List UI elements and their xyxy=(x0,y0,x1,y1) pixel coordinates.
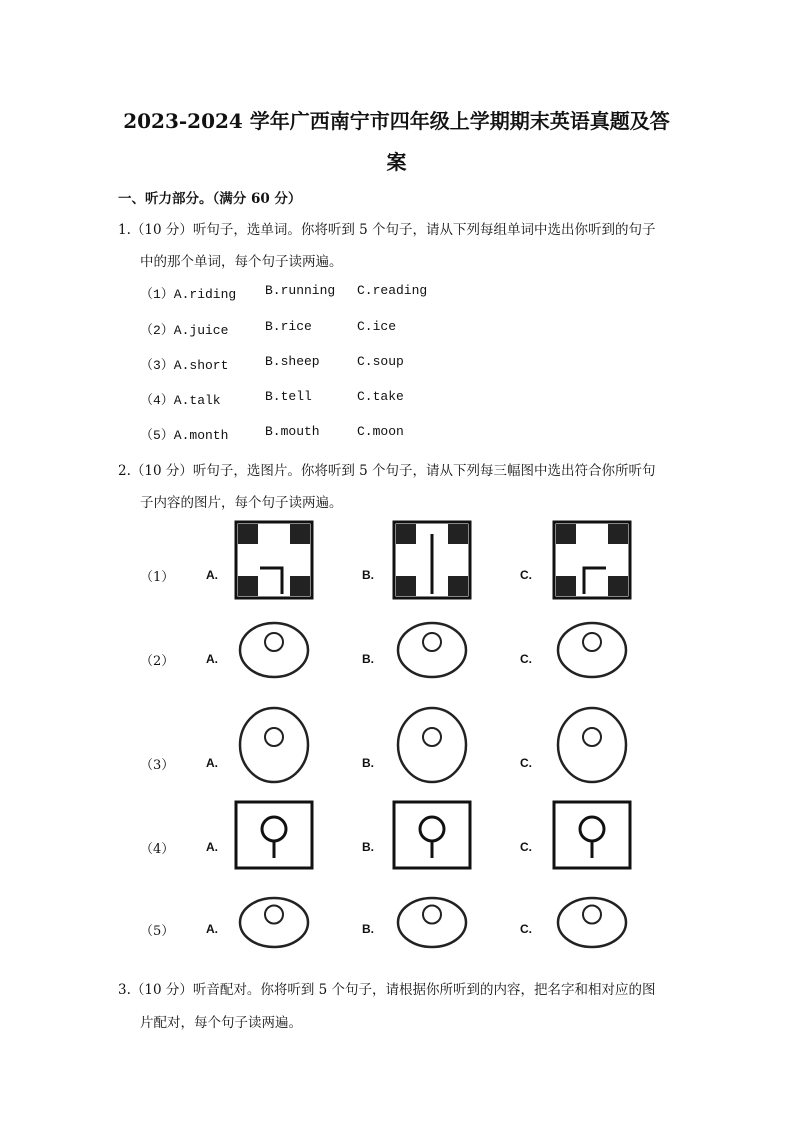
q2-row-4-option-a: A. xyxy=(206,840,218,854)
q1-option-4-b: B.tell xyxy=(265,389,312,404)
boy-reading-book-image xyxy=(552,890,632,959)
q1-text-line2: 中的那个单词，每个句子读两遍。 xyxy=(140,254,343,270)
horse-rider-image xyxy=(552,800,632,874)
girl-listening-music-image xyxy=(234,890,314,959)
q2-row-5-option-b: B. xyxy=(362,922,374,936)
animal-on-tree-image xyxy=(234,800,314,874)
q2-row-2-number: （2） xyxy=(140,654,175,669)
girl-on-hill-image xyxy=(392,700,472,794)
q2-row-5-number: （5） xyxy=(140,924,175,939)
turn-right-sign-image xyxy=(552,520,632,604)
q2-row-2-option-c: C. xyxy=(520,652,532,666)
q1-option-3-n: （3）A.short xyxy=(140,358,229,373)
q3-text-line2: 片配对，每个句子读两遍。 xyxy=(140,1015,302,1031)
bread-basket-image xyxy=(392,615,472,689)
q2-text-line2: 子内容的图片，每个句子读两遍。 xyxy=(140,495,343,511)
q2-row-2-option-b: B. xyxy=(362,652,374,666)
q2-row-5-option-a: A. xyxy=(206,922,218,936)
juice-glass-image xyxy=(552,615,632,689)
q1-option-5-c: C.moon xyxy=(357,424,404,439)
q1-option-3-b: B.sheep xyxy=(265,354,320,369)
go-straight-sign-image xyxy=(392,520,472,604)
q1-option-5-n: （5）A.month xyxy=(140,428,229,443)
q2-row-1-option-b: B. xyxy=(362,568,374,582)
q2-row-3-option-c: C. xyxy=(520,756,532,770)
q1-option-2-n: （2）A.juice xyxy=(140,323,229,338)
q2-row-1-option-c: C. xyxy=(520,568,532,582)
q3-text-line1: 3.（10 分）听音配对。你将听到 5 个句子，请根据你所听到的内容，把名字和相对应的图 xyxy=(118,982,656,998)
section-heading: 一、听力部分。（满分 60 分） xyxy=(118,191,302,207)
rice-bowl-image xyxy=(234,615,314,689)
girl-flying-kite-image xyxy=(552,700,632,794)
q2-row-3-number: （3） xyxy=(140,758,175,773)
q2-row-3-option-b: B. xyxy=(362,756,374,770)
q1-option-1-n: （1）A.riding xyxy=(140,287,237,302)
q2-row-1-number: （1） xyxy=(140,570,175,585)
q1-option-1-c: C.reading xyxy=(357,283,428,298)
q1-option-2-b: B.rice xyxy=(265,319,312,334)
q1-option-4-c: C.take xyxy=(357,389,404,404)
monkey-with-bananas-image xyxy=(392,800,472,874)
turn-left-sign-image xyxy=(234,520,314,604)
q2-row-1-option-a: A. xyxy=(206,568,218,582)
q1-text-line1: 1.（10 分）听句子，选单词。你将听到 5 个句子，请从下列每组单词中选出你听到的句子 xyxy=(118,222,656,238)
girl-jumping-rope-image xyxy=(234,700,314,794)
doc-title-line2: 案 xyxy=(386,150,407,174)
q1-option-2-c: C.ice xyxy=(357,319,397,334)
q1-option-4-n: （4）A.talk xyxy=(140,393,221,408)
q2-text-line1: 2.（10 分）听句子，选图片。你将听到 5 个句子，请从下列每三幅图中选出符合你所听句 xyxy=(118,463,656,479)
q2-row-4-option-b: B. xyxy=(362,840,374,854)
q2-row-4-option-c: C. xyxy=(520,840,532,854)
q1-option-1-b: B.running xyxy=(265,283,336,298)
q2-row-2-option-a: A. xyxy=(206,652,218,666)
beach-scene-image xyxy=(392,890,472,959)
q2-row-4-number: （4） xyxy=(140,842,175,857)
q1-option-3-c: C.soup xyxy=(357,354,404,369)
doc-title-line1: 2023-2024 学年广西南宁市四年级上学期期末英语真题及答 xyxy=(123,109,670,133)
q1-option-5-b: B.mouth xyxy=(265,424,320,439)
q2-row-3-option-a: A. xyxy=(206,756,218,770)
q2-row-5-option-c: C. xyxy=(520,922,532,936)
